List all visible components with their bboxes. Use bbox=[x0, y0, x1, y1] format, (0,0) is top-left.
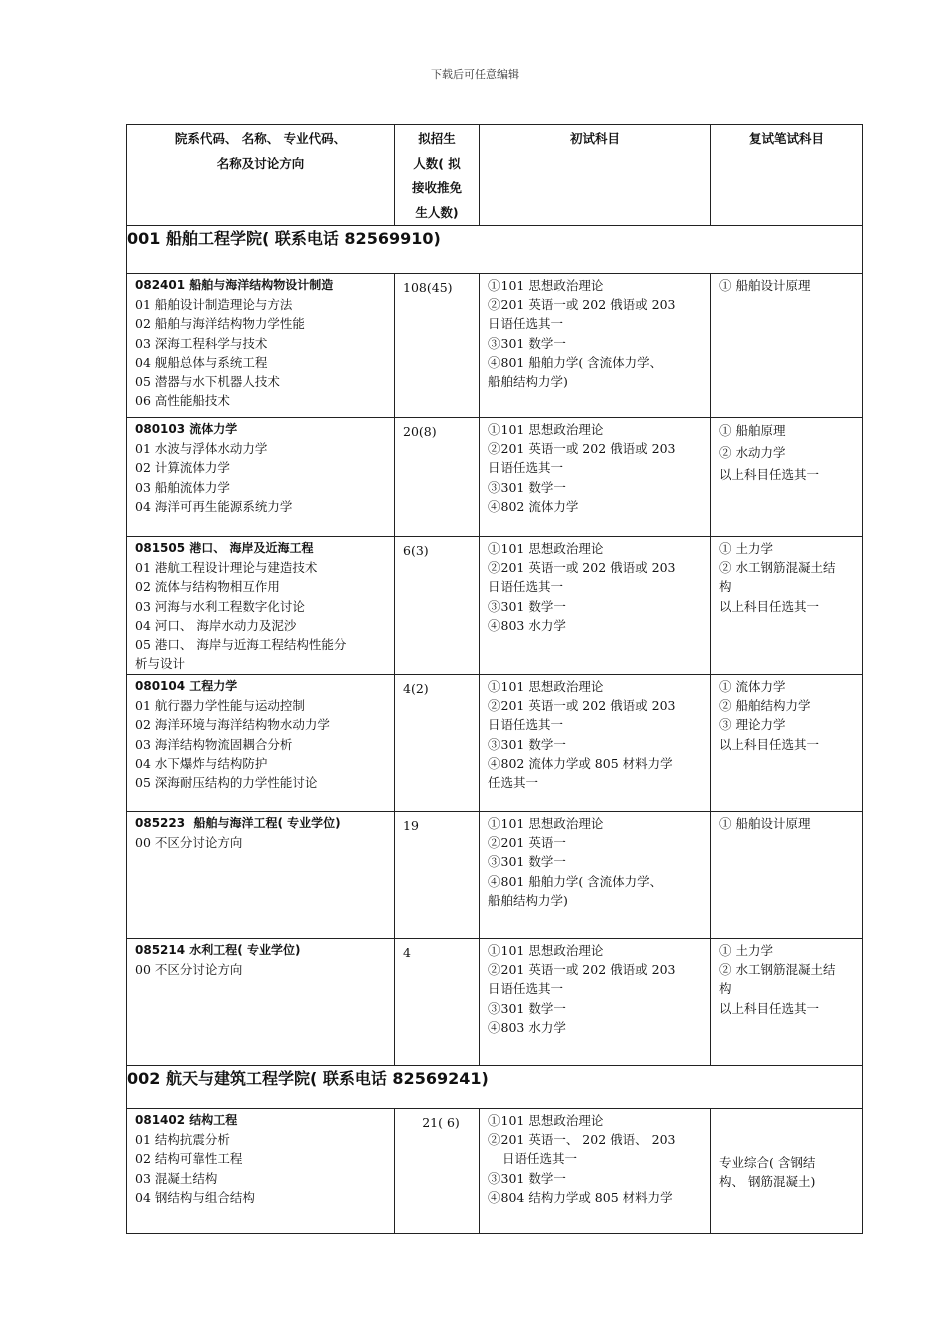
exam-subject: ①101 思想政治理论 bbox=[488, 816, 604, 831]
enrollment-count bbox=[395, 812, 480, 939]
retest-exam-subjects bbox=[711, 274, 863, 418]
research-direction: 02 结构可靠性工程 bbox=[135, 1151, 243, 1167]
header-retest-exam: 复试笔试科目 bbox=[711, 125, 863, 226]
retest-subject: ① 船舶原理 bbox=[719, 423, 786, 438]
exam-subject: ②201 英语一或 202 俄语或 203 bbox=[488, 560, 676, 576]
initial-exam-subjects bbox=[480, 675, 711, 812]
major-cell bbox=[127, 939, 395, 1066]
major-row bbox=[127, 675, 863, 812]
exam-subject: ①101 思想政治理论 bbox=[488, 422, 604, 437]
major-row bbox=[127, 418, 863, 537]
initial-exam-subjects bbox=[480, 537, 711, 675]
initial-exam-subjects bbox=[480, 1109, 711, 1234]
exam-subject: 日语任选其一 bbox=[488, 717, 564, 733]
major-row bbox=[127, 939, 863, 1066]
retest-exam-subjects bbox=[711, 418, 863, 537]
retest-exam-subjects bbox=[711, 812, 863, 939]
research-direction: 04 钢结构与组合结构 bbox=[135, 1189, 255, 1205]
exam-subject: ③301 数学一 bbox=[488, 736, 566, 752]
research-direction: 03 海洋结构物流固耦合分析 bbox=[135, 736, 293, 752]
exam-subject: 日语任选其一 bbox=[488, 579, 564, 595]
enrollment-value: 20(8) bbox=[403, 424, 437, 439]
enrollment-value: 4 bbox=[403, 945, 411, 960]
table-header-row bbox=[127, 125, 863, 226]
exam-subject: ③301 数学一 bbox=[488, 1170, 566, 1186]
research-direction: 03 深海工程科学与技术 bbox=[135, 335, 268, 351]
exam-subject: ④803 水力学 bbox=[488, 617, 566, 633]
exam-subject: ④801 船舶力学( 含流体力学、 bbox=[488, 873, 663, 889]
retest-subject: ① 船舶设计原理 bbox=[719, 816, 811, 831]
exam-subject: ①101 思想政治理论 bbox=[488, 943, 604, 958]
major-title: 080103 流体力学 bbox=[135, 422, 238, 436]
retest-subject: ② 船舶结构力学 bbox=[719, 698, 811, 714]
major-row bbox=[127, 537, 863, 675]
enrollment-count bbox=[395, 939, 480, 1066]
research-direction: 04 水下爆炸与结构防护 bbox=[135, 755, 268, 771]
header-department-major: 院系代码、 名称、 专业代码、 名称及讨论方向 bbox=[127, 125, 395, 226]
exam-subject: ③301 数学一 bbox=[488, 1000, 566, 1016]
major-title: 081505 港口、 海岸及近海工程 bbox=[135, 541, 314, 555]
research-direction: 02 流体与结构物相互作用 bbox=[135, 579, 280, 595]
major-title: 085214 水利工程( 专业学位) bbox=[135, 943, 301, 957]
exam-subject: ①101 思想政治理论 bbox=[488, 1113, 604, 1128]
header-initial-exam: 初试科目 bbox=[480, 125, 711, 226]
exam-subject: ③301 数学一 bbox=[488, 479, 566, 495]
initial-exam-subjects bbox=[480, 939, 711, 1066]
major-title: 081402 结构工程 bbox=[135, 1113, 238, 1127]
major-cell bbox=[127, 537, 395, 675]
retest-exam-subjects bbox=[711, 939, 863, 1066]
enrollment-value: 4(2) bbox=[403, 681, 429, 696]
enrollment-value: 21( 6) bbox=[422, 1115, 460, 1130]
research-direction: 01 航行器力学性能与运动控制 bbox=[135, 698, 305, 714]
retest-subject: ② 水动力学 bbox=[719, 445, 786, 460]
college-row bbox=[127, 1066, 863, 1109]
enrollment-count bbox=[395, 1109, 480, 1234]
research-direction: 05 港口、 海岸与近海工程结构性能分 bbox=[135, 637, 347, 653]
retest-subject: 以上科目任选其一 bbox=[719, 467, 820, 482]
retest-subject: 构、 钢筋混凝土) bbox=[719, 1174, 816, 1189]
research-direction: 02 海洋环境与海洋结构物水动力学 bbox=[135, 717, 330, 733]
exam-subject: ③301 数学一 bbox=[488, 598, 566, 614]
major-cell bbox=[127, 675, 395, 812]
major-title: 082401 船舶与海洋结构物设计制造 bbox=[135, 278, 334, 292]
retest-subject: ③ 理论力学 bbox=[719, 717, 786, 733]
retest-subject: ② 水工钢筋混凝土结 bbox=[719, 560, 836, 576]
retest-subject: 构 bbox=[719, 579, 732, 595]
enrollment-count bbox=[395, 537, 480, 675]
exam-subject: ④803 水力学 bbox=[488, 1019, 566, 1035]
major-row bbox=[127, 812, 863, 939]
research-direction: 01 船舶设计制造理论与方法 bbox=[135, 297, 293, 313]
research-direction: 04 舰船总体与系统工程 bbox=[135, 354, 268, 370]
exam-subject: ①101 思想政治理论 bbox=[488, 541, 604, 556]
page-header-note: 下载后可任意编辑 bbox=[431, 68, 519, 81]
retest-subject: 构 bbox=[719, 981, 732, 997]
exam-subject: 日语任选其一 bbox=[488, 460, 564, 476]
research-direction: 05 深海耐压结构的力学性能讨论 bbox=[135, 775, 318, 791]
exam-subject: 船舶结构力学) bbox=[488, 892, 568, 908]
exam-subject: ③301 数学一 bbox=[488, 854, 566, 870]
major-cell bbox=[127, 1109, 395, 1234]
exam-subject: ④802 流体力学 bbox=[488, 498, 579, 514]
major-row bbox=[127, 1109, 863, 1234]
retest-subject: 以上科目任选其一 bbox=[719, 736, 820, 752]
exam-subject: ②201 英语一或 202 俄语或 203 bbox=[488, 698, 676, 714]
research-direction: 析与设计 bbox=[135, 656, 186, 672]
college-title: 002 航天与建筑工程学院( 联系电话 82569241) bbox=[127, 1066, 863, 1109]
enrollment-count bbox=[395, 675, 480, 812]
research-direction: 04 海洋可再生能源系统力学 bbox=[135, 498, 293, 514]
research-direction: 01 港航工程设计理论与建造技术 bbox=[135, 560, 318, 576]
exam-subject: ①101 思想政治理论 bbox=[488, 278, 604, 293]
research-direction: 03 混凝土结构 bbox=[135, 1170, 218, 1186]
retest-exam-subjects bbox=[711, 675, 863, 812]
exam-subject: ②201 英语一或 202 俄语或 203 bbox=[488, 297, 676, 313]
research-direction: 02 船舶与海洋结构物力学性能 bbox=[135, 316, 305, 332]
research-direction: 06 高性能船技术 bbox=[135, 393, 230, 409]
retest-subject: 专业综合( 含钢结 bbox=[719, 1154, 816, 1170]
exam-subject: ④801 船舶力学( 含流体力学、 bbox=[488, 354, 663, 370]
major-cell bbox=[127, 812, 395, 939]
header-enrollment: 拟招生 人数( 拟 接收推免 生人数) bbox=[395, 125, 480, 226]
college-row bbox=[127, 226, 863, 274]
enrollment-count bbox=[395, 418, 480, 537]
research-direction: 03 河海与水利工程数字化讨论 bbox=[135, 598, 305, 614]
retest-subject: 以上科目任选其一 bbox=[719, 598, 820, 614]
retest-subject: ② 水工钢筋混凝土结 bbox=[719, 962, 836, 978]
college-title: 001 船舶工程学院( 联系电话 82569910) bbox=[127, 226, 863, 274]
retest-exam-subjects bbox=[711, 537, 863, 675]
exam-subject: ②201 英语一 bbox=[488, 835, 566, 851]
major-title: 085223 船舶与海洋工程( 专业学位) bbox=[135, 816, 341, 830]
major-row bbox=[127, 274, 863, 418]
enrollment-value: 108(45) bbox=[403, 280, 453, 295]
initial-exam-subjects bbox=[480, 418, 711, 537]
research-direction: 05 潜器与水下机器人技术 bbox=[135, 374, 280, 390]
exam-subject: 船舶结构力学) bbox=[488, 374, 568, 390]
retest-subject: ① 土力学 bbox=[719, 541, 773, 556]
major-cell bbox=[127, 418, 395, 537]
retest-subject: ① 流体力学 bbox=[719, 679, 786, 694]
exam-subject: ③301 数学一 bbox=[488, 335, 566, 351]
research-direction: 03 船舶流体力学 bbox=[135, 479, 230, 495]
exam-subject: ①101 思想政治理论 bbox=[488, 679, 604, 694]
research-direction: 00 不区分讨论方向 bbox=[135, 835, 243, 851]
retest-subject: 以上科目任选其一 bbox=[719, 1000, 820, 1016]
research-direction: 02 计算流体力学 bbox=[135, 460, 230, 476]
exam-subject: 日语任选其一 bbox=[502, 1151, 578, 1167]
exam-subject: 任选其一 bbox=[488, 775, 539, 791]
exam-subject: ④802 流体力学或 805 材料力学 bbox=[488, 755, 673, 771]
enrollment-count bbox=[395, 274, 480, 418]
exam-subject: ②201 英语一或 202 俄语或 203 bbox=[488, 441, 676, 457]
retest-exam-subjects bbox=[711, 1109, 863, 1234]
major-cell bbox=[127, 274, 395, 418]
exam-subject: 日语任选其一 bbox=[488, 981, 564, 997]
research-direction: 01 水波与浮体水动力学 bbox=[135, 441, 268, 457]
retest-subject: ① 土力学 bbox=[719, 943, 773, 958]
enrollment-value: 19 bbox=[403, 818, 419, 833]
research-direction: 04 河口、 海岸水动力及泥沙 bbox=[135, 617, 297, 633]
exam-subject: 日语任选其一 bbox=[488, 316, 564, 332]
exam-subject: ④804 结构力学或 805 材料力学 bbox=[488, 1189, 673, 1205]
enrollment-value: 6(3) bbox=[403, 543, 429, 558]
initial-exam-subjects bbox=[480, 274, 711, 418]
initial-exam-subjects bbox=[480, 812, 711, 939]
enrollment-table bbox=[126, 124, 863, 1234]
major-title: 080104 工程力学 bbox=[135, 679, 238, 693]
retest-subject: ① 船舶设计原理 bbox=[719, 278, 811, 293]
exam-subject: ②201 英语一或 202 俄语或 203 bbox=[488, 962, 676, 978]
research-direction: 00 不区分讨论方向 bbox=[135, 962, 243, 978]
research-direction: 01 结构抗震分析 bbox=[135, 1132, 230, 1148]
exam-subject: ②201 英语一、 202 俄语、 203 bbox=[488, 1132, 676, 1148]
